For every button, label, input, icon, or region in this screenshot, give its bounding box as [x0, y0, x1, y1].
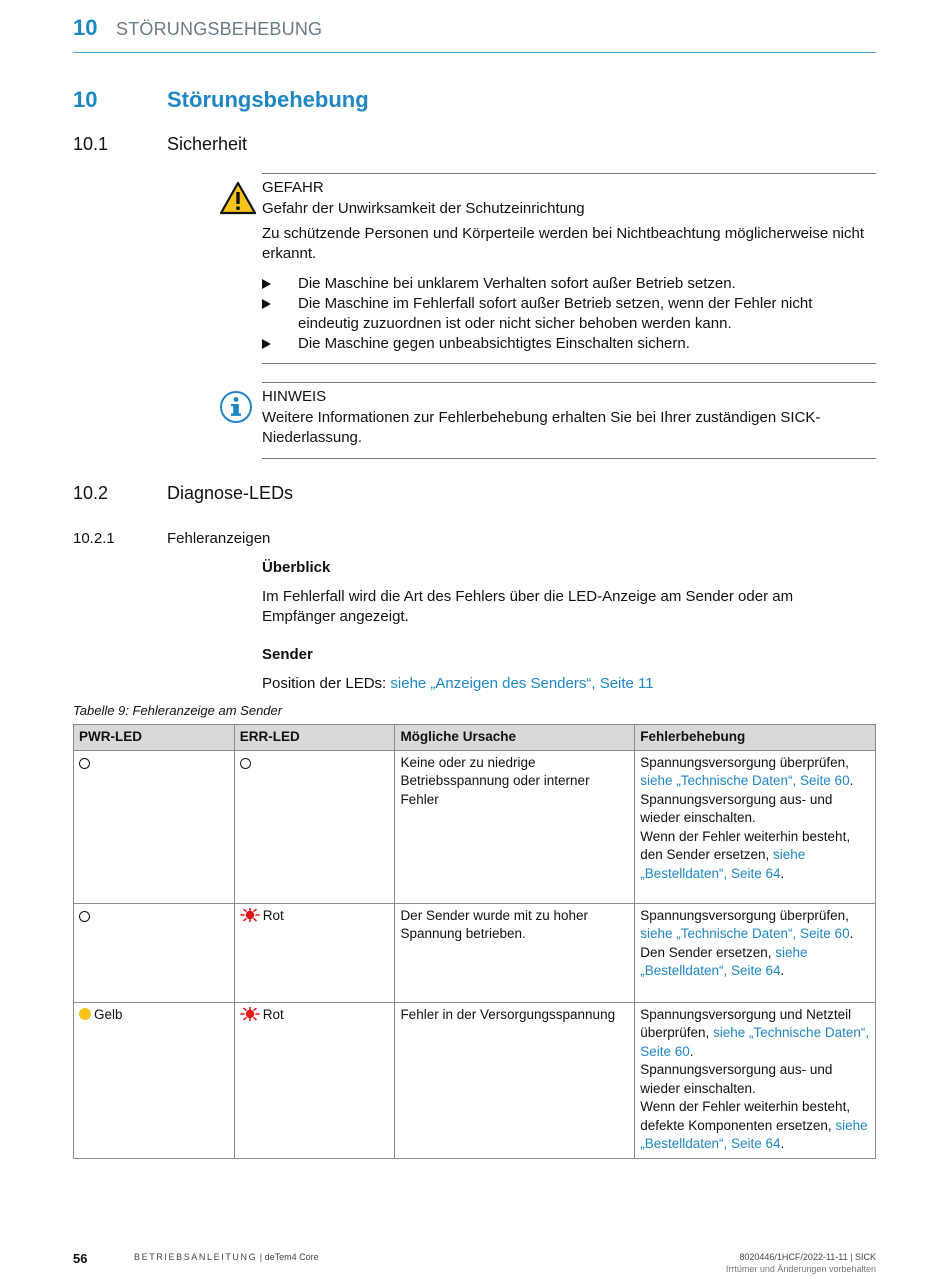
- link-order-data[interactable]: siehe „Bestelldaten“, Seite 64: [640, 1117, 868, 1151]
- page-number: 56: [73, 1251, 88, 1266]
- fix-cell: Spannungsversorgung und Netzteil überprüfen, siehe „Technische Daten“, Seite 60. Spannungsversorgung aus- und wieder einschalten. Wenn der Fehler weiterhin besteht, defekte Komponenten ersetzen, siehe „Bestelldaten“, Seite 64.: [635, 1002, 876, 1158]
- pwr-led-cell: [74, 1002, 235, 1158]
- column-header-fix: Fehlerbehebung: [635, 725, 876, 751]
- section-title-leds: Diagnose-LEDs: [167, 483, 294, 503]
- link-technical-data[interactable]: siehe „Technische Daten“, Seite 60: [640, 926, 850, 941]
- section-number-leds: 10.2: [73, 483, 109, 503]
- note-top-rule: [262, 382, 876, 383]
- link-technical-data[interactable]: siehe „Technische Daten“, Seite 60: [640, 1025, 870, 1059]
- footer-disclaimer: Irrtümer und Änderungen vorbehalten: [725, 1264, 876, 1274]
- link-order-data[interactable]: siehe „Bestelldaten“, Seite 64: [640, 944, 808, 978]
- pwr-led-cell: [74, 903, 235, 1002]
- table-header-row: [74, 725, 876, 751]
- err-led-cell: [234, 750, 395, 903]
- danger-text: Zu schützende Personen und Körperteile werden bei Nichtbeachtung möglicherweise nicht erkannt.: [262, 225, 865, 262]
- cause-cell: Keine oder zu niedrige Betriebsspannung oder interner Fehler: [395, 750, 635, 903]
- err-led-label: Rot: [262, 1006, 284, 1022]
- subsection-title: Fehleranzeigen: [167, 530, 271, 547]
- sender-heading: Sender: [262, 646, 313, 663]
- footer-document: BETRIEBSANLEITUNG | deTem4 Core: [134, 1252, 319, 1262]
- warning-triangle-icon: [219, 181, 257, 215]
- danger-action-item: Die Maschine bei unklarem Verhalten sofort außer Betrieb setzen.: [262, 274, 842, 294]
- table-row: [74, 750, 876, 903]
- err-led-cell: [234, 903, 395, 1002]
- err-led-cell: [234, 1002, 395, 1158]
- danger-action-item: Die Maschine gegen unbeabsichtigtes Einschalten sichern.: [262, 334, 842, 354]
- table-row: [74, 903, 876, 1002]
- chapter-title: Störungsbehebung: [167, 87, 369, 112]
- subsection-number: 10.2.1: [73, 530, 115, 547]
- overview-heading: Überblick: [262, 559, 331, 576]
- pwr-led-label: Gelb: [94, 1006, 123, 1022]
- bullet-arrow-icon: [262, 339, 271, 349]
- danger-top-rule: [262, 173, 876, 174]
- pwr-led-cell: [74, 750, 235, 903]
- sender-position-link[interactable]: siehe „Anzeigen des Senders“, Seite 11: [390, 675, 654, 692]
- cause-cell: Fehler in der Versorgungsspannung: [395, 1002, 635, 1158]
- fix-cell: Spannungsversorgung überprüfen, siehe „Technische Daten“, Seite 60. Spannungsversorgung aus- und wieder einschalten. Wenn der Fehler weiterhin besteht, den Sender ersetzen, siehe „Bestelldaten“, Seite 64.: [635, 750, 876, 903]
- danger-action-item: Die Maschine im Fehlerfall sofort außer Betrieb setzen, wenn der Fehler nicht eindeutig zuzuordnen ist oder nicht sicher behoben werden kann.: [262, 294, 842, 334]
- section-title-safety: Sicherheit: [167, 134, 248, 154]
- fix-cell: Spannungsversorgung überprüfen, siehe „Technische Daten“, Seite 60. Den Sender ersetzen, siehe „Bestelldaten“, Seite 64.: [635, 903, 876, 1002]
- column-header-err-led: ERR-LED: [234, 725, 395, 751]
- note-bottom-rule: [262, 458, 876, 459]
- led-off-icon: [240, 758, 251, 769]
- led-off-icon: [79, 758, 90, 769]
- error-table: [73, 724, 876, 1159]
- overview-text: Im Fehlerfall wird die Art des Fehlers über die LED-Anzeige am Sender oder am Empfänger angezeigt.: [262, 588, 794, 625]
- column-header-cause: Mögliche Ursache: [395, 725, 635, 751]
- led-off-icon: [79, 911, 90, 922]
- chapter-number: 10: [73, 87, 98, 112]
- bullet-arrow-icon: [262, 299, 271, 309]
- led-red-flashing-icon: [240, 1007, 260, 1021]
- note-text: Weitere Informationen zur Fehlerbehebung erhalten Sie bei Ihrer zuständigen SICK-Niederlassung.: [262, 409, 821, 446]
- table-caption: Tabelle 9: Fehleranzeige am Sender: [73, 703, 283, 718]
- table-row: [74, 1002, 876, 1158]
- column-header-pwr-led: PWR-LED: [74, 725, 235, 751]
- led-yellow-icon: [79, 1008, 91, 1020]
- danger-title: Gefahr der Unwirksamkeit der Schutzeinrichtung: [262, 200, 585, 217]
- danger-bottom-rule: [262, 363, 876, 364]
- info-icon: [219, 390, 253, 424]
- danger-label: GEFAHR: [262, 179, 324, 196]
- sender-position-label: Position der LEDs:: [262, 675, 391, 692]
- running-header-chapter-title: STÖRUNGSBEHEBUNG: [116, 19, 323, 39]
- err-led-label: Rot: [262, 907, 284, 923]
- danger-action-list: [262, 274, 842, 354]
- header-divider: [73, 52, 876, 53]
- section-number-safety: 10.1: [73, 134, 109, 154]
- link-order-data[interactable]: siehe „Bestelldaten“, Seite 64: [640, 847, 806, 881]
- note-label: HINWEIS: [262, 388, 327, 405]
- cause-cell: Der Sender wurde mit zu hoher Spannung betrieben.: [395, 903, 635, 1002]
- led-red-flashing-icon: [240, 908, 260, 922]
- bullet-arrow-icon: [262, 279, 271, 289]
- sender-position: [262, 674, 876, 694]
- link-technical-data[interactable]: siehe „Technische Daten“, Seite 60: [640, 773, 850, 788]
- footer-document-id: 8020446/1HCF/2022-11-11 | SICK: [739, 1252, 876, 1262]
- running-header-chapter-number: 10: [73, 15, 98, 40]
